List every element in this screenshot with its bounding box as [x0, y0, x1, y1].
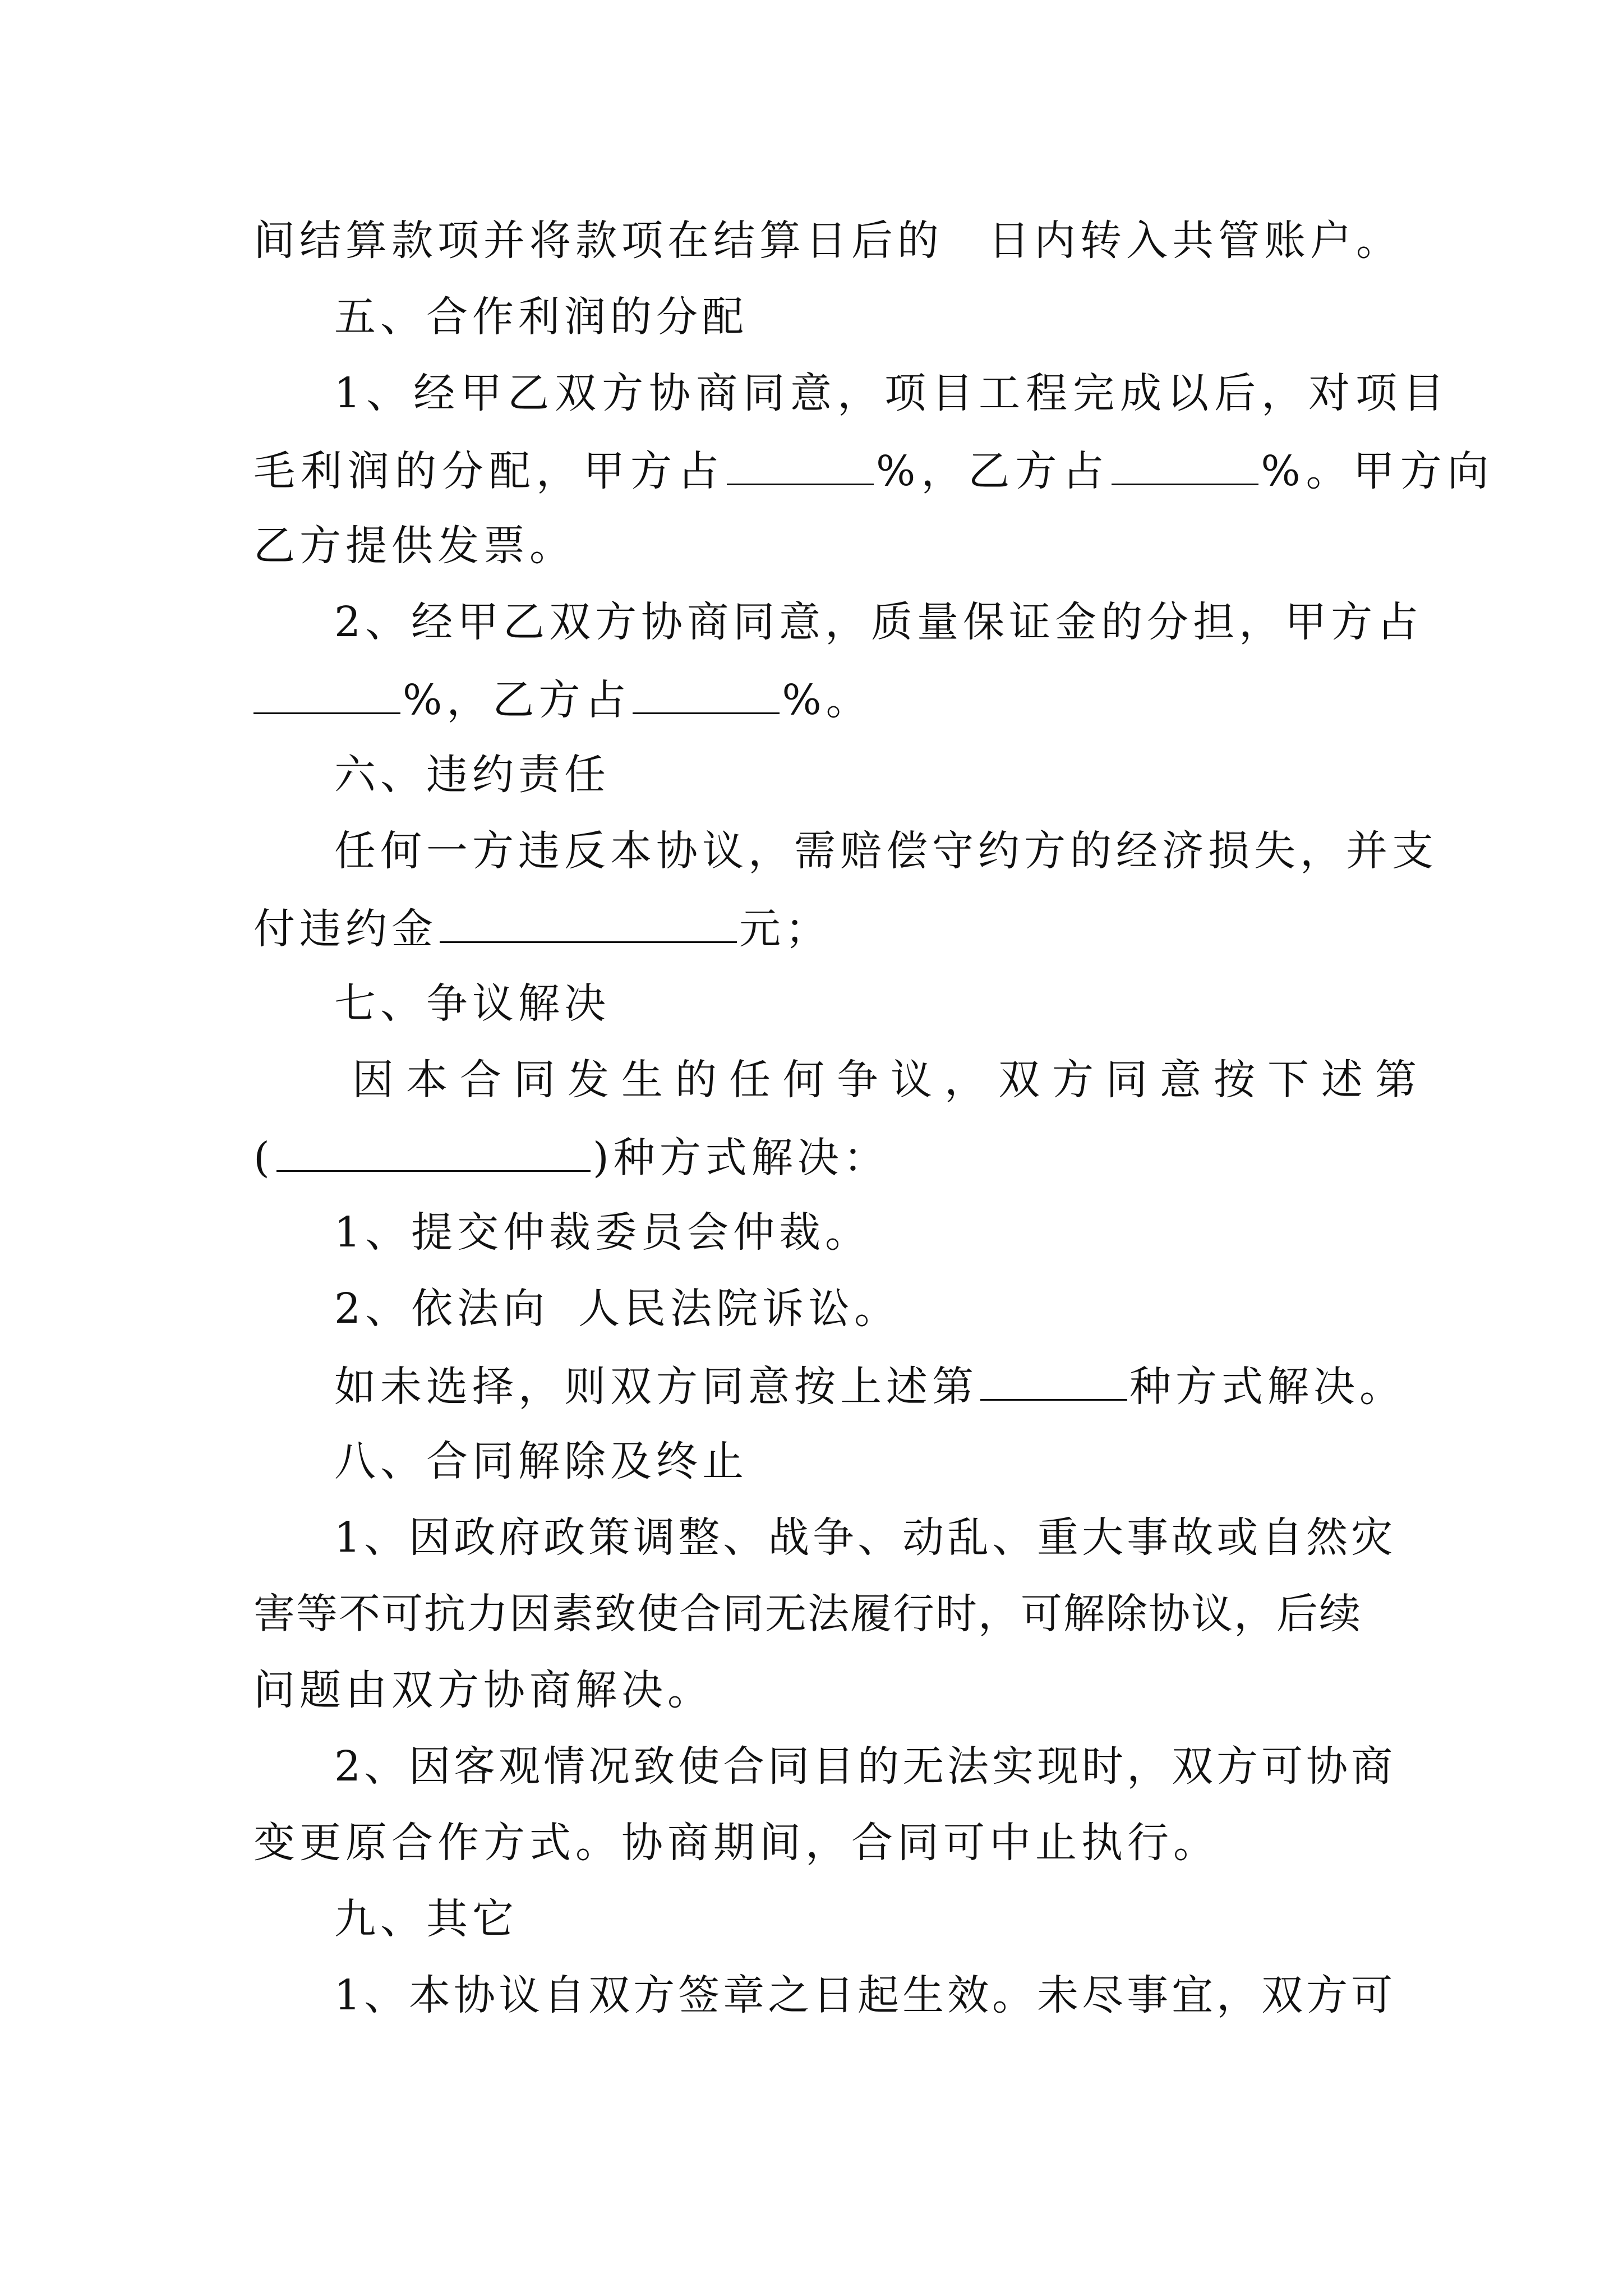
option-item: 1、提交仲裁委员会仲裁。: [334, 1208, 872, 1257]
paragraph-line: 变更原合作方式。协商期间，合同可中止执行。: [253, 1819, 1219, 1867]
fill-blank: [980, 1364, 1127, 1401]
paragraph-line: 任何一方违反本协议，需赔偿守约方的经济损失，并支: [334, 827, 1438, 875]
fill-blank: [253, 678, 400, 714]
text: 付违约金: [253, 905, 437, 953]
text: %，乙方占: [403, 676, 631, 724]
paragraph-line: [334, 1363, 1405, 1411]
text: (: [253, 1134, 274, 1182]
fill-blank: [440, 907, 737, 943]
paragraph-line: 2、因客观情况致使合同目的无法实现时，双方可协商: [334, 1742, 1396, 1791]
paragraph-line: [253, 217, 1402, 265]
section-heading-8: 八、合同解除及终止: [334, 1437, 748, 1485]
paragraph-line: [253, 447, 1495, 495]
option-item: [334, 1285, 901, 1333]
fill-blank: [1112, 449, 1258, 485]
text: 2、依法向: [334, 1285, 550, 1333]
paragraph-line: 2、经甲乙双方协商同意，质量保证金的分担，甲方占: [334, 598, 1423, 646]
paragraph-line: 因本合同发生的任何争议，双方同意按下述第: [352, 1056, 1429, 1104]
paragraph-line: 害等不可抗力因素致使合同无法履行时，可解除协议，后续: [253, 1590, 1362, 1638]
paragraph-line: 乙方提供发票。: [253, 522, 575, 570]
fill-blank: [727, 449, 874, 485]
text: 间结算款项并将款项在结算日后的: [253, 217, 943, 265]
text: 元；: [739, 905, 831, 953]
text: 如未选择，则双方同意按上述第: [334, 1363, 978, 1411]
paragraph-line: [253, 676, 872, 724]
section-heading-5: 五、合作利润的分配: [334, 293, 748, 341]
text: %。甲方向: [1261, 447, 1495, 495]
section-heading-6: 六、违约责任: [334, 751, 610, 799]
text: 日内转入共管账户。: [988, 217, 1402, 265]
text: %，乙方占: [876, 447, 1110, 495]
text: %。: [782, 676, 872, 724]
fill-blank: [276, 1135, 591, 1172]
fill-blank: [633, 678, 780, 714]
section-heading-9: 九、其它: [334, 1895, 518, 1943]
paragraph-line: 1、因政府政策调整、战争、动乱、重大事故或自然灾: [334, 1513, 1396, 1562]
text: 种方式解决。: [1129, 1363, 1405, 1411]
text: )种方式解决：: [592, 1134, 889, 1182]
paragraph-line: 1、本协议自双方签章之日起生效。未尽事宜，双方可: [334, 1971, 1396, 2019]
text: 人民法院诉讼。: [578, 1285, 901, 1333]
text: 毛利润的分配，甲方占: [253, 447, 725, 495]
section-heading-7: 七、争议解决: [334, 979, 610, 1028]
paragraph-line: [253, 905, 831, 953]
paragraph-line: 问题由双方协商解决。: [253, 1666, 713, 1714]
paragraph-line: 1、经甲乙双方协商同意，项目工程完成以后，对项目: [334, 369, 1450, 417]
paragraph-line: [253, 1134, 889, 1182]
